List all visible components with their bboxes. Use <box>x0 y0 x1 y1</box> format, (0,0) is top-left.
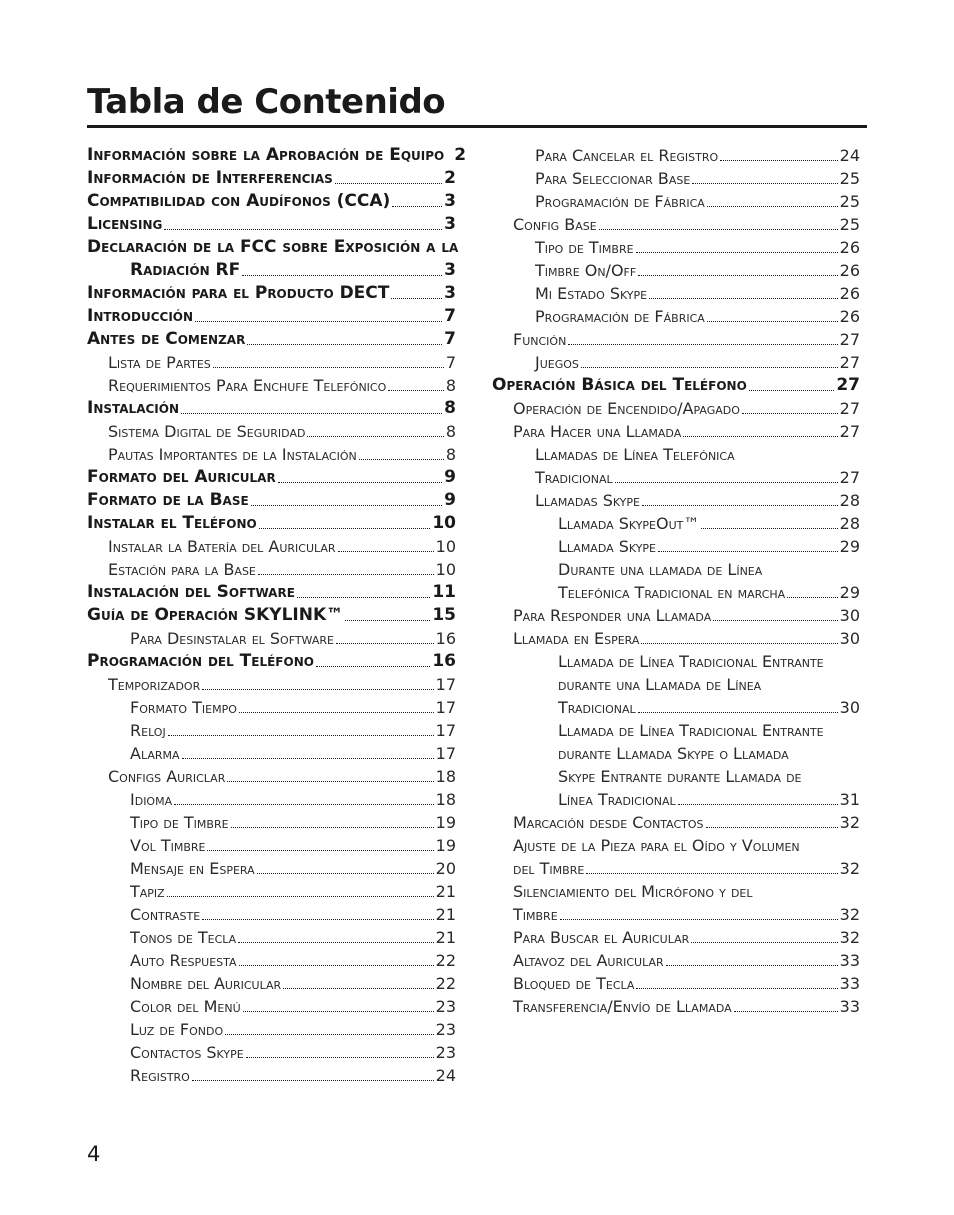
toc-entry-label: Alarma <box>130 744 180 763</box>
toc-leader-dots <box>649 298 838 299</box>
toc-entry[interactable] <box>87 581 456 604</box>
toc-entry-label: Información sobre la Aprobación de Equipo <box>87 145 445 165</box>
toc-page-number: 22 <box>435 974 456 993</box>
toc-entry[interactable] <box>87 535 456 558</box>
toc-entry[interactable] <box>492 466 860 489</box>
toc-entry-label: Config Base <box>513 215 597 234</box>
toc-entry-label: Sistema Digital de Seguridad <box>108 422 306 441</box>
toc-entry[interactable] <box>87 1064 456 1087</box>
toc-leader-dots <box>388 390 444 391</box>
toc-leader-dots <box>242 275 442 276</box>
toc-entry[interactable] <box>87 650 456 673</box>
toc-entry[interactable] <box>87 259 456 282</box>
toc-leader-dots <box>701 528 837 529</box>
toc-entry[interactable] <box>87 972 456 995</box>
toc-entry-label: Para Responder una Llamada <box>513 606 712 625</box>
toc-page-number: 2 <box>454 145 467 165</box>
toc-entry-label: Para Buscar el Auricular <box>513 928 690 947</box>
toc-leader-dots <box>742 413 838 414</box>
toc-entry[interactable] <box>492 972 860 995</box>
toc-entry[interactable] <box>87 696 456 719</box>
toc-page-number: 29 <box>839 537 860 556</box>
toc-entry[interactable] <box>87 604 456 627</box>
toc-leader-dots <box>251 505 442 506</box>
toc-column-right <box>492 144 860 1018</box>
toc-page-number: 8 <box>445 422 456 441</box>
toc-leader-dots <box>202 689 433 690</box>
toc-entry-label: Programación de Fábrica <box>535 192 705 211</box>
toc-entry-label: Tipo de Timbre <box>130 813 229 832</box>
toc-entry-label-line: Llamadas de Línea Telefónica <box>535 445 735 464</box>
toc-page-number: 18 <box>435 767 456 786</box>
toc-leader-dots <box>581 367 838 368</box>
toc-entry-label: Reloj <box>130 721 166 740</box>
toc-entry-label: Función <box>513 330 567 349</box>
toc-leader-dots <box>278 482 442 483</box>
toc-page-number: 26 <box>839 284 860 303</box>
toc-entry[interactable] <box>87 1018 456 1041</box>
toc-page-number: 10 <box>432 513 456 533</box>
toc-page-number: 18 <box>435 790 456 809</box>
toc-entry[interactable] <box>87 742 456 765</box>
toc-leader-dots <box>336 643 434 644</box>
toc-entry[interactable] <box>87 765 456 788</box>
toc-entry-label: Contraste <box>130 905 201 924</box>
toc-leader-dots <box>239 965 434 966</box>
toc-entry-label: Línea Tradicional <box>558 790 676 809</box>
toc-entry-label: Operación de Encendido/Apagado <box>513 399 740 418</box>
toc-entry-label: Pautas Importantes de la Instalación <box>108 445 357 464</box>
toc-page-number: 21 <box>435 882 456 901</box>
toc-page-number: 7 <box>444 329 456 349</box>
toc-page-number: 27 <box>839 422 860 441</box>
toc-entry[interactable] <box>87 627 456 650</box>
toc-page-number: 27 <box>839 399 860 418</box>
toc-entry[interactable] <box>87 466 456 489</box>
toc-entry-label-line: Ajuste de la Pieza para el Oído y Volumen <box>513 836 800 855</box>
toc-page-number: 23 <box>435 997 456 1016</box>
toc-entry-label: Tradicional <box>535 468 613 487</box>
toc-page-number: 32 <box>839 905 860 924</box>
toc-leader-dots <box>713 620 837 621</box>
toc-entry[interactable] <box>87 213 456 236</box>
toc-page-number: 27 <box>839 330 860 349</box>
toc-entry[interactable] <box>87 489 456 512</box>
toc-entry-label: Llamada en Espera <box>513 629 640 648</box>
toc-entry[interactable] <box>87 443 456 466</box>
toc-entry-label: Auto Respuesta <box>130 951 237 970</box>
toc-entry[interactable] <box>87 1041 456 1064</box>
toc-page-number: 32 <box>839 928 860 947</box>
toc-leader-dots <box>638 712 838 713</box>
toc-page-number: 27 <box>836 375 860 395</box>
page-title: Tabla de Contenido <box>87 82 446 122</box>
toc-page-number: 26 <box>839 307 860 326</box>
toc-entry[interactable] <box>87 995 456 1018</box>
toc-entry[interactable] <box>492 144 860 167</box>
toc-entry-label: Configs Auriclar <box>108 767 226 786</box>
toc-page-number: 19 <box>435 836 456 855</box>
toc-entry-label-line: Llamada de Línea Tradicional Entrante <box>558 652 824 671</box>
toc-entry-label: del Timbre <box>513 859 585 878</box>
toc-entry[interactable] <box>87 282 456 305</box>
toc-leader-dots <box>586 873 837 874</box>
toc-page-number: 30 <box>839 629 860 648</box>
toc-entry-label: Programación de Fábrica <box>535 307 705 326</box>
toc-entry-label: Radiación RF <box>130 260 241 280</box>
toc-entry-label: Compatibilidad con Audífonos (CCA) <box>87 191 391 211</box>
toc-entry-label: Llamada Skype <box>558 537 657 556</box>
toc-page-number: 23 <box>435 1020 456 1039</box>
toc-leader-dots <box>167 896 434 897</box>
toc-entry-label: Información de Interferencias <box>87 168 333 188</box>
toc-entry-label: Formato Tiempo <box>130 698 237 717</box>
toc-page-number: 21 <box>435 905 456 924</box>
toc-leader-dots <box>734 1011 838 1012</box>
toc-page-number: 25 <box>839 192 860 211</box>
toc-page-number: 28 <box>839 491 860 510</box>
toc-entry[interactable] <box>87 788 456 811</box>
toc-entry-label: Altavoz del Auricular <box>513 951 664 970</box>
toc-page-number: 22 <box>435 951 456 970</box>
toc-entry-label: Antes de Comenzar <box>87 329 246 349</box>
toc-page-number: 32 <box>839 813 860 832</box>
toc-entry-label: Instalar la Batería del Auricular <box>108 537 336 556</box>
toc-leader-dots <box>666 965 838 966</box>
toc-entry[interactable] <box>492 259 860 282</box>
toc-leader-dots <box>691 942 837 943</box>
toc-leader-dots <box>307 436 443 437</box>
toc-entry[interactable] <box>492 374 860 397</box>
toc-leader-dots <box>335 183 442 184</box>
toc-entry[interactable] <box>492 926 860 949</box>
toc-leader-dots <box>225 1034 434 1035</box>
toc-entry[interactable] <box>87 926 456 949</box>
toc-leader-dots <box>642 505 838 506</box>
toc-entry[interactable] <box>87 351 456 374</box>
toc-leader-dots <box>636 988 837 989</box>
toc-page-number: 33 <box>839 997 860 1016</box>
toc-page-number: 3 <box>444 214 456 234</box>
toc-leader-dots <box>391 298 442 299</box>
toc-entry[interactable] <box>492 420 860 443</box>
toc-leader-dots <box>787 597 837 598</box>
page-number: 4 <box>87 1142 101 1166</box>
toc-leader-dots <box>246 1057 434 1058</box>
toc-leader-dots <box>692 183 837 184</box>
toc-entry[interactable] <box>87 512 456 535</box>
toc-entry-label: Bloqued de Tecla <box>513 974 635 993</box>
toc-entry-label-line: Llamada de Línea Tradicional Entrante <box>558 721 824 740</box>
toc-entry-label: Temporizador <box>108 675 201 694</box>
toc-entry[interactable] <box>87 558 456 581</box>
toc-entry-label: Tonos de Tecla <box>130 928 237 947</box>
toc-leader-dots <box>202 919 433 920</box>
toc-entry[interactable] <box>87 673 456 696</box>
toc-entry[interactable] <box>87 144 467 167</box>
toc-entry-label: Para Hacer una Llamada <box>513 422 682 441</box>
toc-entry-label: Telefónica Tradicional en marcha <box>558 583 786 602</box>
toc-page-number: 10 <box>435 537 456 556</box>
toc-entry-label-line: durante una Llamada de Línea <box>558 675 762 694</box>
toc-entry[interactable] <box>87 903 456 926</box>
toc-page-number: 27 <box>839 353 860 372</box>
toc-leader-dots <box>239 712 434 713</box>
toc-entry[interactable] <box>492 351 860 374</box>
toc-leader-dots <box>638 275 837 276</box>
toc-entry[interactable] <box>492 190 860 213</box>
toc-entry-label: Formato de la Base <box>87 490 249 510</box>
toc-entry[interactable] <box>492 857 860 880</box>
toc-entry-label: Juegos <box>535 353 579 372</box>
toc-leader-dots <box>359 459 444 460</box>
toc-page-number: 30 <box>839 606 860 625</box>
toc-page-number: 33 <box>839 951 860 970</box>
toc-leader-dots <box>615 482 838 483</box>
toc-entry-label: Información para el Producto DECT <box>87 283 390 303</box>
toc-leader-dots <box>636 252 838 253</box>
toc-page-number: 24 <box>435 1066 456 1085</box>
toc-page-number: 3 <box>444 283 456 303</box>
toc-entry[interactable] <box>87 374 456 397</box>
toc-page-number: 17 <box>435 721 456 740</box>
toc-leader-dots <box>227 781 433 782</box>
toc-leader-dots <box>182 758 434 759</box>
toc-entry-label: Instalar el Teléfono <box>87 513 257 533</box>
toc-entry-label: Estación para la Base <box>108 560 256 579</box>
toc-entry-label: Guía de Operación SKYLINK™ <box>87 605 344 625</box>
toc-entry-label: Tapiz <box>130 882 165 901</box>
toc-entry-label: Introducción <box>87 306 194 326</box>
toc-entry-label-line: Durante una llamada de Línea <box>558 560 763 579</box>
toc-entry-label: Para Desinstalar el Software <box>130 629 334 648</box>
toc-leader-dots <box>338 551 434 552</box>
toc-page-number: 28 <box>839 514 860 533</box>
toc-entry-label: Luz de Fondo <box>130 1020 224 1039</box>
toc-entry-label: Mensaje en Espera <box>130 859 255 878</box>
toc-page-number: 29 <box>839 583 860 602</box>
toc-leader-dots <box>707 206 838 207</box>
toc-page-number: 9 <box>444 467 456 487</box>
toc-entry-label: Instalación <box>87 398 180 418</box>
toc-page-number: 19 <box>435 813 456 832</box>
toc-leader-dots <box>316 666 430 667</box>
toc-entry-label: Contactos Skype <box>130 1043 244 1062</box>
toc-entry[interactable] <box>492 236 860 259</box>
toc-leader-dots <box>195 321 442 322</box>
toc-entry[interactable] <box>87 305 456 328</box>
toc-page-number: 27 <box>839 468 860 487</box>
toc-entry[interactable] <box>492 696 860 719</box>
toc-page-number: 33 <box>839 974 860 993</box>
toc-entry-label: Tradicional <box>558 698 636 717</box>
toc-leader-dots <box>641 643 837 644</box>
toc-page-number: 3 <box>444 191 456 211</box>
title-rule <box>87 125 867 128</box>
toc-leader-dots <box>568 344 837 345</box>
toc-leader-dots <box>599 229 838 230</box>
toc-page-number: 25 <box>839 215 860 234</box>
toc-leader-dots <box>283 988 433 989</box>
toc-page-number: 8 <box>444 398 456 418</box>
toc-leader-dots <box>257 873 434 874</box>
toc-entry[interactable] <box>492 512 860 535</box>
toc-entry[interactable] <box>492 167 860 190</box>
toc-leader-dots <box>706 827 838 828</box>
toc-entry[interactable] <box>87 190 456 213</box>
toc-entry-label: Vol Timbre <box>130 836 206 855</box>
toc-leader-dots <box>181 413 442 414</box>
toc-entry[interactable] <box>492 489 860 512</box>
toc-page-number: 16 <box>435 629 456 648</box>
toc-entry-label: Requerimientos Para Enchufe Telefónico <box>108 376 387 395</box>
toc-leader-dots <box>258 574 434 575</box>
toc-leader-dots <box>164 229 442 230</box>
toc-page-number: 17 <box>435 698 456 717</box>
toc-page-number: 17 <box>435 744 456 763</box>
toc-leader-dots <box>168 735 434 736</box>
toc-leader-dots <box>231 827 434 828</box>
toc-entry[interactable] <box>492 213 860 236</box>
toc-leader-dots <box>297 597 430 598</box>
toc-entry-label-line: Skype Entrante durante Llamada de <box>558 767 802 786</box>
toc-page-number: 17 <box>435 675 456 694</box>
toc-leader-dots <box>247 344 442 345</box>
toc-entry-label: Lista de Partes <box>108 353 211 372</box>
toc-entry-label: Mi Estado Skype <box>535 284 648 303</box>
toc-leader-dots <box>560 919 838 920</box>
toc-entry[interactable] <box>492 305 860 328</box>
toc-entry[interactable] <box>87 167 456 190</box>
toc-page-number: 2 <box>444 168 456 188</box>
toc-entry-label: Operación Básica del Teléfono <box>492 375 747 395</box>
toc-entry[interactable] <box>492 995 860 1018</box>
toc-entry[interactable] <box>87 719 456 742</box>
toc-entry-label-line: durante Llamada Skype o Llamada <box>558 744 789 763</box>
toc-entry-label-line: Silenciamiento del Micrófono y del <box>513 882 753 901</box>
toc-leader-dots <box>392 206 442 207</box>
toc-entry-label: Timbre <box>513 905 558 924</box>
toc-page-number: 7 <box>445 353 456 372</box>
toc-leader-dots <box>207 850 433 851</box>
toc-entry[interactable] <box>492 581 860 604</box>
toc-page-number: 25 <box>839 169 860 188</box>
toc-leader-dots <box>192 1080 434 1081</box>
toc-entry[interactable] <box>492 328 860 351</box>
toc-leader-dots <box>238 942 433 943</box>
toc-leader-dots <box>678 804 838 805</box>
toc-entry[interactable] <box>492 811 860 834</box>
toc-entry-label: Nombre del Auricular <box>130 974 282 993</box>
toc-entry[interactable] <box>492 627 860 650</box>
toc-page-number: 30 <box>839 698 860 717</box>
toc-page-number: 26 <box>839 238 860 257</box>
toc-entry-label: Registro <box>130 1066 190 1085</box>
toc-entry[interactable] <box>492 903 860 926</box>
toc-entry-label: Formato del Auricular <box>87 467 276 487</box>
toc-entry[interactable] <box>87 949 456 972</box>
toc-page-number: 10 <box>435 560 456 579</box>
toc-entry-label: Timbre On/Off <box>535 261 637 280</box>
toc-page-number: 31 <box>839 790 860 809</box>
toc-entry-label: Color del Menú <box>130 997 241 1016</box>
toc-leader-dots <box>658 551 838 552</box>
toc-page-number: 23 <box>435 1043 456 1062</box>
toc-entry-label: Para Cancelar el Registro <box>535 146 719 165</box>
toc-entry[interactable] <box>87 880 456 903</box>
toc-leader-dots <box>259 528 431 529</box>
toc-entry[interactable] <box>492 604 860 627</box>
toc-leader-dots <box>683 436 837 437</box>
toc-leader-dots <box>749 390 835 391</box>
toc-entry[interactable] <box>87 857 456 880</box>
toc-entry[interactable] <box>87 420 456 443</box>
toc-entry-label-line: Declaración de la FCC sobre Exposición a la <box>87 237 459 257</box>
toc-entry-label: Llamadas Skype <box>535 491 640 510</box>
toc-page-number: 9 <box>444 490 456 510</box>
toc-page-number: 11 <box>432 582 456 602</box>
toc-page-number: 15 <box>432 605 456 625</box>
toc-entry-label: Para Seleccionar Base <box>535 169 691 188</box>
toc-leader-dots <box>213 367 444 368</box>
toc-leader-dots <box>174 804 434 805</box>
toc-entry[interactable] <box>87 811 456 834</box>
toc-page-number: 3 <box>444 260 456 280</box>
toc-entry[interactable] <box>87 397 456 420</box>
toc-leader-dots <box>345 620 430 621</box>
toc-page-number: 7 <box>444 306 456 326</box>
toc-column-left <box>87 144 467 1087</box>
toc-entry-label: Programación del Teléfono <box>87 651 314 671</box>
toc-entry[interactable] <box>87 328 456 351</box>
toc-leader-dots <box>720 160 837 161</box>
toc-page-number: 21 <box>435 928 456 947</box>
toc-page-number: 16 <box>432 651 456 671</box>
toc-entry[interactable] <box>492 788 860 811</box>
toc-entry[interactable] <box>492 949 860 972</box>
toc-entry-label: Marcación desde Contactos <box>513 813 704 832</box>
toc-entry[interactable] <box>492 282 860 305</box>
toc-entry-label: Licensing <box>87 214 163 234</box>
toc-leader-dots <box>707 321 838 322</box>
toc-page-number: 20 <box>435 859 456 878</box>
toc-entry-label: Tipo de Timbre <box>535 238 634 257</box>
toc-entry-label: Transferencia/Envío de Llamada <box>513 997 732 1016</box>
toc-entry[interactable] <box>492 397 860 420</box>
toc-entry[interactable] <box>492 535 860 558</box>
toc-page-number: 8 <box>445 376 456 395</box>
toc-page-number: 26 <box>839 261 860 280</box>
toc-page-number: 24 <box>839 146 860 165</box>
toc-entry-label: Llamada SkypeOut™ <box>558 514 700 533</box>
toc-entry-label: Idioma <box>130 790 173 809</box>
toc-page-number: 32 <box>839 859 860 878</box>
toc-leader-dots <box>243 1011 434 1012</box>
toc-page-number: 8 <box>445 445 456 464</box>
toc-entry-label: Instalación del Software <box>87 582 295 602</box>
toc-entry[interactable] <box>87 834 456 857</box>
